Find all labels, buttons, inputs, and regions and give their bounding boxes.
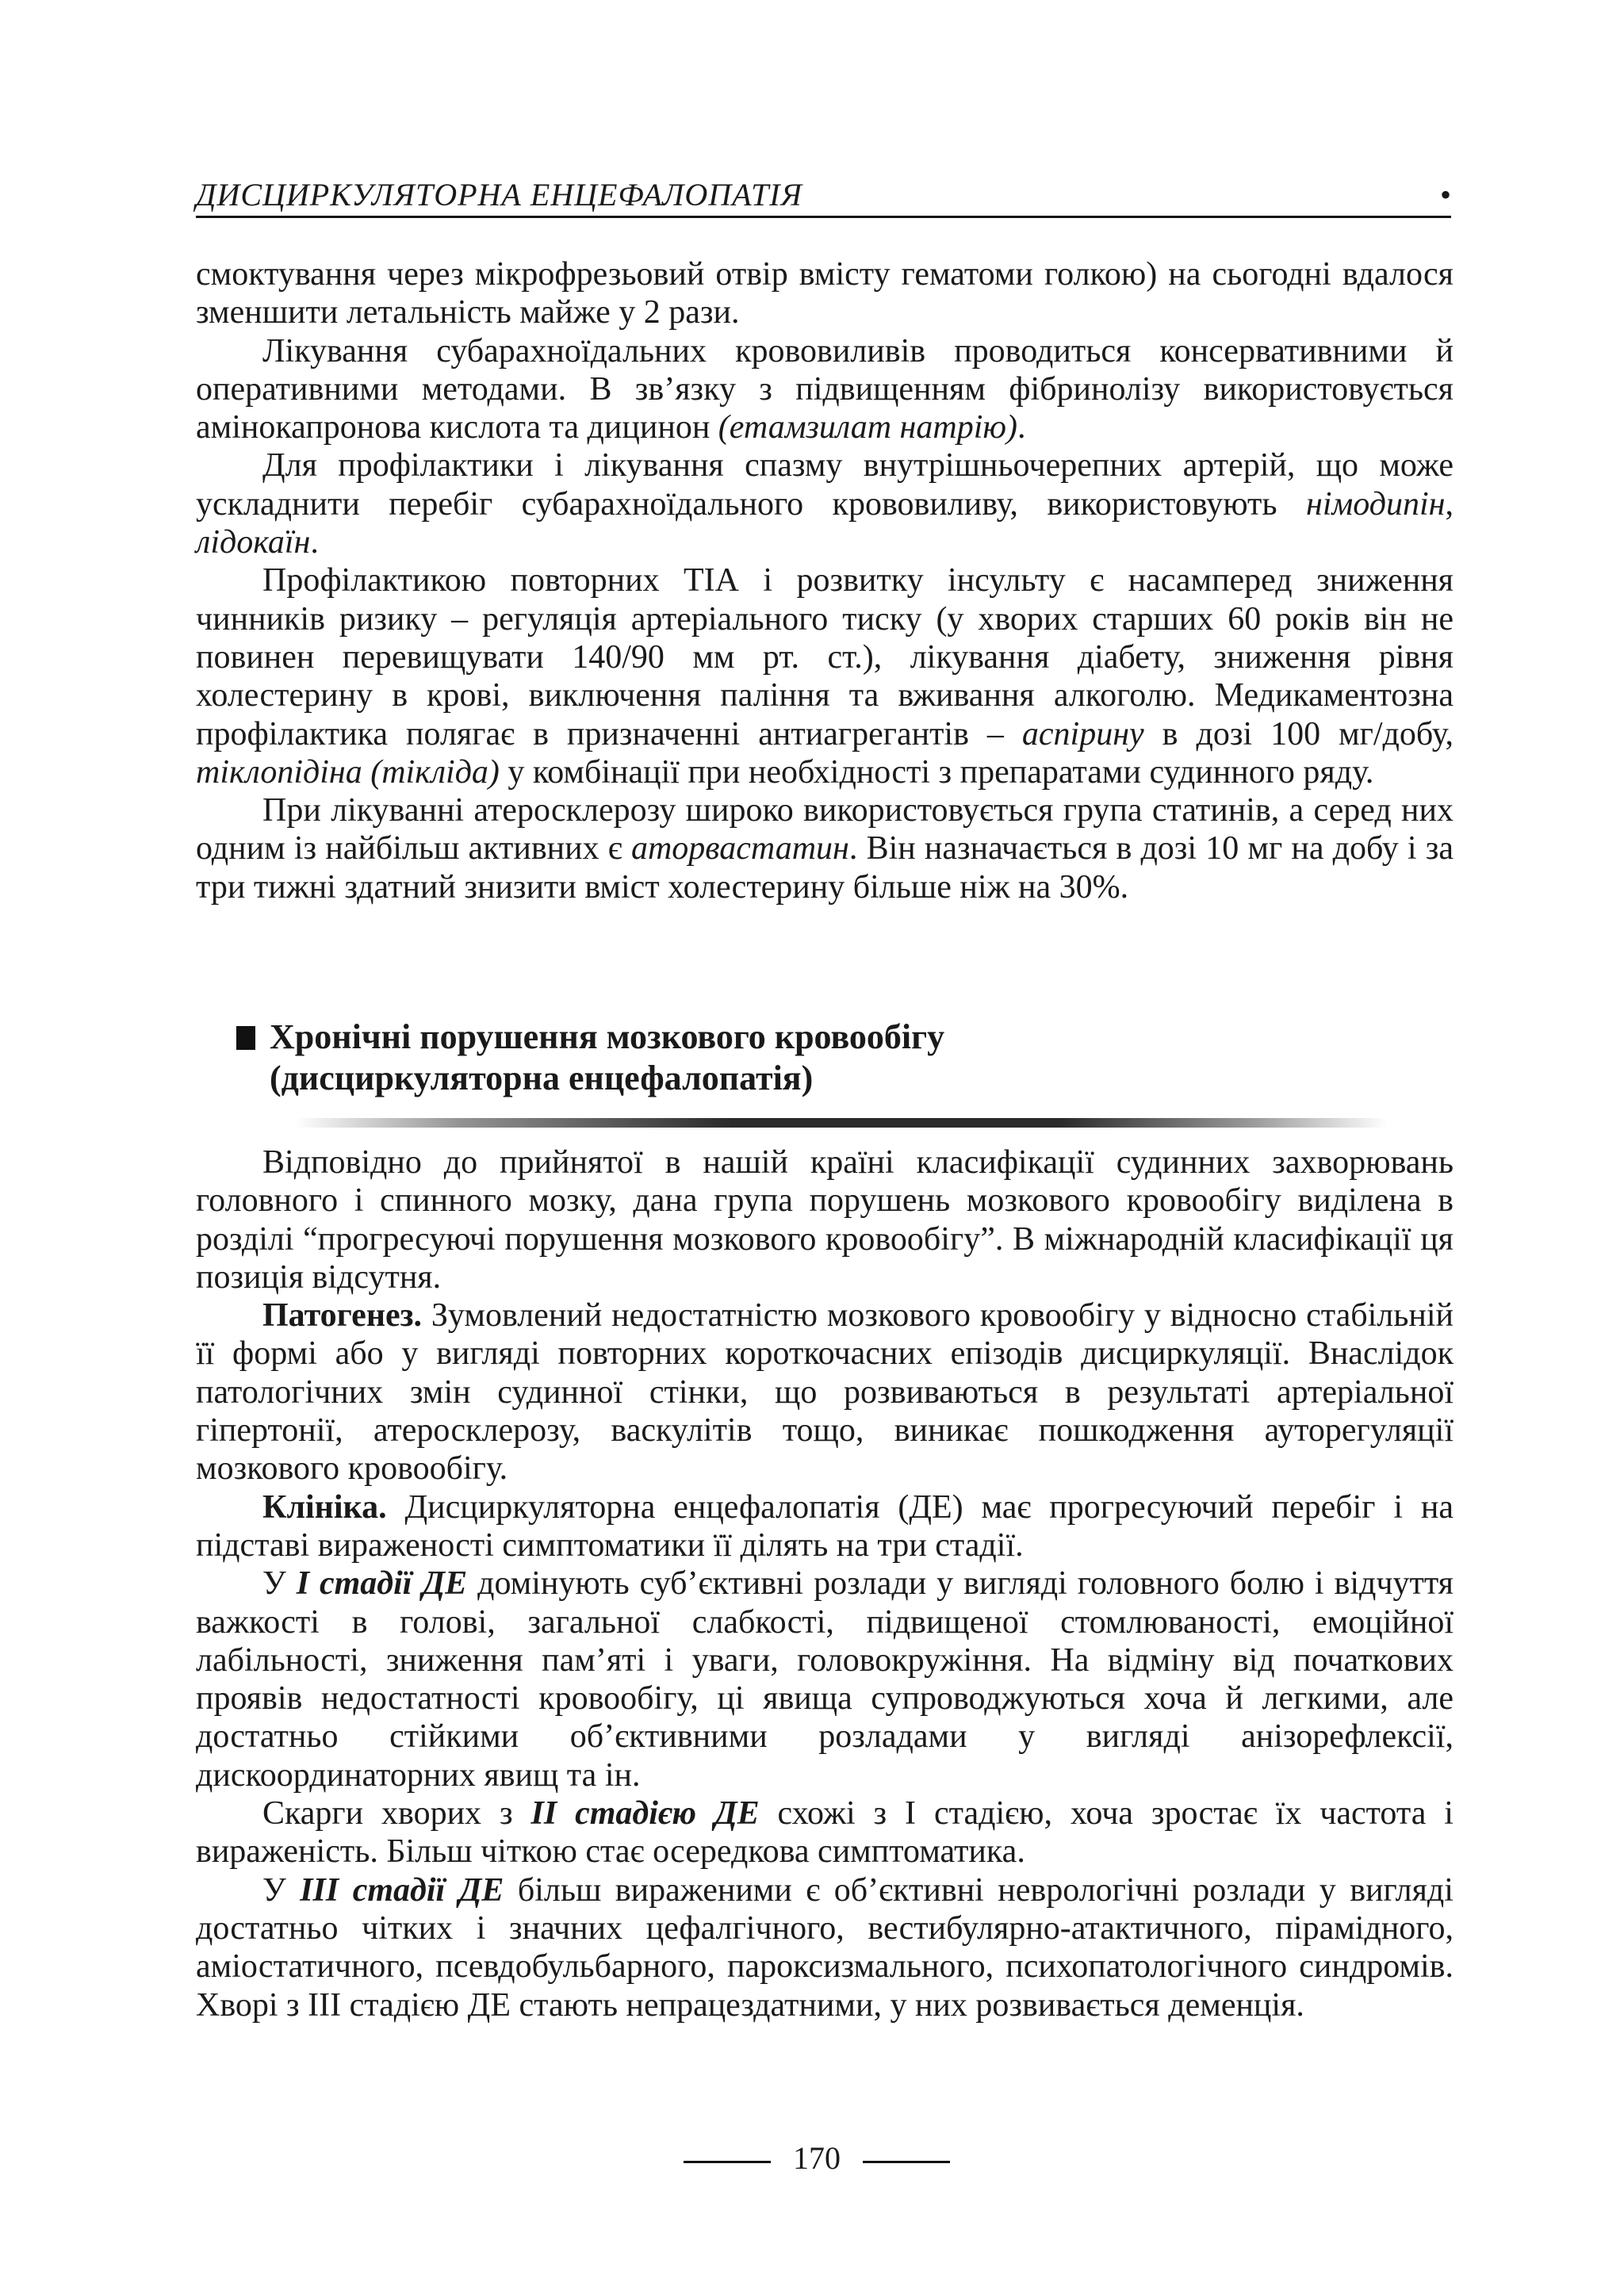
paragraph: Профілактикою повторних ТІА і розвитку інсульту є насамперед зниження чинників ризику – регуляція артеріального тиску (у хворих старших 60 років він не повинен перевищувати 140/90 мм рт. ст.), лікування діабету, зниження рівня холестерину в крові, виключення паління та вживання алкоголю. Медикаментозна профілактика полягає в призначенні антиагрегантів – аспірину в дозі 100 мг/добу, тіклопідіна (тікліда) у комбінації при необхідності з препаратами судинного ряду. <box>196 562 1454 791</box>
paragraph: Скарги хворих з ІІ стадією ДЕ схожі з І стадією, хоча зростає їх частота і вираженість. Більш чіткою стає осередкова симптоматика. <box>196 1795 1454 1871</box>
header-rule <box>196 216 1451 218</box>
running-header-title: ДИСЦИРКУЛЯТОРНА ЕНЦЕФАЛОПАТІЯ <box>196 177 802 213</box>
section-square-icon <box>236 1026 255 1050</box>
page-number: 170 <box>793 2140 841 2176</box>
section-underline-bar <box>295 1118 1388 1128</box>
section-title-line-1: Хронічні порушення мозкового кровообігу <box>270 1017 945 1056</box>
running-header-bullet: • <box>1439 177 1451 213</box>
footer-rule-left <box>684 2161 771 2163</box>
paragraph: Патогенез. Зумовлений недостатністю мозкового кровообігу у відносно стабільній її формі або у вигляді повторних короткочасних епізодів дисциркуляції. Внаслідок патологічних змін судинної стінки, що розвиваються в результаті артеріальної гіпертонії, атеросклерозу, васкулітів тощо, виникає пошкодження ауторегуляції мозкового кровообігу. <box>196 1297 1454 1488</box>
paragraph: Відповідно до прийнятої в нашій країні класифікації судинних захворювань головного і спинного мозку, дана група порушень мозкового кровообігу виділена в розділі “прогресуючі порушення мозкового кровообігу”. В міжнародній класифікації ця позиція відсутня. <box>196 1144 1454 1296</box>
text-block-top <box>196 255 1454 906</box>
paragraph: смоктування через мікрофрезьовий отвір вмісту гематоми голкою) на сьогодні вдалося зменшити летальність майже у 2 рази. <box>196 256 1454 331</box>
running-header <box>196 176 1451 220</box>
paragraph: У І стадії ДЕ домінують суб’єктивні розлади у вигляді головного болю і відчуття важкості в голові, загальної слабкості, підвищеної стомлюваності, емоційної лабільності, зниження пам’яті і уваги, головокружіння. На відміну від початкових проявів недостатності кровообігу, ці явища супроводжуються хоча й легкими, але достатньо стійкими об’єктивними розладами у вигляді анізорефлексії, дискоординаторних явищ та ін. <box>196 1565 1454 1794</box>
paragraph: Лікування субарахноїдальних крововиливів проводиться консервативними й оперативними методами. В зв’язку з підвищенням фібринолізу використовується амінокапронова кислота та дицинон (етамзилат натрію). <box>196 332 1454 446</box>
section-title-line-2: (дисциркуляторна енцефалопатія) <box>270 1059 814 1097</box>
text-block-bottom <box>196 1143 1454 2024</box>
page-footer <box>684 2139 950 2187</box>
paragraph: Для профілактики і лікування спазму внутрішньочерепних артерій, що може ускладнити перебіг субарахноїдального крововиливу, використовують німодипін, лідокаїн. <box>196 447 1454 561</box>
paragraph: Клініка. Дисциркуляторна енцефалопатія (ДЕ) має прогресуючий перебіг і на підставі вираженості симптоматики її ділять на три стадії. <box>196 1488 1454 1564</box>
footer-rule-right <box>863 2161 950 2163</box>
paragraph: У ІІІ стадії ДЕ більш вираженими є об’єктивні неврологічні розлади у вигляді достатньо чітких і значних цефалгічного, вестибулярно-атактичного, пірамідного, аміостатичного, псевдобульбарного, пароксизмального, психопатологічного синдромів. Хворі з ІІІ стадією ДЕ стають непрацездатними, у них розвивається деменція. <box>196 1871 1454 2024</box>
paragraph: При лікуванні атеросклерозу широко використовується група статинів, а серед них одним із найбільш активних є аторвастатин. Він назначається в дозі 10 мг на добу і за три тижні здатний знизити вміст холестерину більше ніж на 30%. <box>196 792 1454 906</box>
